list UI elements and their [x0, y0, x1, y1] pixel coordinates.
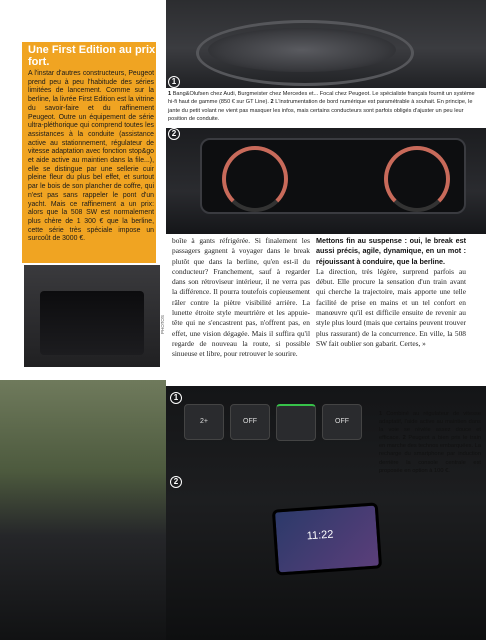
console-button-1: 2+: [184, 404, 224, 440]
caption-right: [379, 410, 481, 475]
caption-right-text2: Peugeot a bien pris le train en marche des technos embarquées. La recharge du smartphone par induction derrière la console centrale est proposée en option à 100 €.: [379, 435, 481, 474]
caption-top: [168, 90, 480, 123]
photo-number-1b: 1: [170, 392, 182, 404]
speaker-photo: [166, 0, 486, 88]
smartphone-charging: [272, 502, 382, 575]
photo-number-2b: 2: [170, 476, 182, 488]
console-button-4: OFF: [322, 404, 362, 440]
gear-lever-photo: [0, 380, 166, 640]
speed-gauge: [222, 146, 288, 212]
photo-number-2: 2: [168, 128, 180, 140]
article-subheading: Mettons fin au suspense : oui, le break est aussi précis, agile, dynamique, en un mot : réjouissant à conduire, que la berline.: [316, 236, 466, 266]
dashboard-photo: [166, 128, 486, 234]
phone-clock: 11:22: [306, 528, 334, 543]
sidebar-box-title: Une First Edition au prix fort.: [28, 44, 156, 68]
caption-right-num2: 2: [402, 435, 406, 442]
sidebar-box-body: A l'instar d'autres constructeurs, Peugeot prend peu à peu l'habitude des séries limitées de lancement. Comme sur la berline, la livrée First Edition est la vitrine du savoir-faire et du raffinement Peugeot. Outre un équipement de série ultra-pléthorique qui comprend toutes les assistances à la conduite (assistance active au stationnement, régulateur de vitesse adaptation avec fonction stop&go et aide active au maintien dans la file...), elle se distingue par une sellerie cuir pleine fleur du plus bel effet, et surtout par le bois de son plancher de coffre, qui n'est pas sans rappeler le pont d'un yacht. Mais ce raffinement a un prix: alors que la 508 SW est normalement plus chère de 1 300 € que la berline, cette série très spéciale impose un surcoût de 3000 €.: [28, 70, 154, 243]
boot-floor: [40, 291, 144, 355]
caption-top-num2: 2: [270, 99, 274, 106]
photo-number-1: 1: [168, 76, 180, 88]
boot-photo: [24, 265, 160, 367]
caption-top-text2: L'instrumentation de bord numérique est paramétrable à souhait. En principe, le jante du petit volant ne vient pas masquer les infos, mais certains conducteurs sont parfois obligés d'ajuster un peu leur position de conduite.: [168, 99, 473, 122]
photo-credit: PHOTOS: [160, 315, 165, 334]
speaker-grille: [208, 28, 396, 72]
console-button-row: [184, 404, 362, 441]
digital-cluster: [200, 138, 466, 214]
caption-right-num1: 1: [379, 411, 383, 417]
caption-top-num1: 1: [168, 91, 172, 97]
rpm-gauge: [384, 146, 450, 212]
caption-right-text1: Combiné au régulateur de vitesse adaptatif, l'aide active au maintien dans la voie se révèle assez douce et efficace.: [379, 411, 481, 442]
article-column-2: [316, 236, 466, 349]
article-column-1: boîte à gants réfrigérée. Si finalement les passagers gagnent à voyager dans le break plutôt que dans la berline, qu'en est-il du conducteur? Franchement, sauf à regarder dans son rétroviseur intérieur, il ne verra pas la différence. Il pourra toutefois copieusement râler contre la piètre visibilité arrière. La lunette étroite style meurtrière et les appuie-tête qui ne s'encastrent pas, n'offrent pas, en effet, une vision dégagée. Mais il suffira qu'il regarde de nouveau la route, si possible sinueuse et libre, pour retrouver le sourire.: [172, 236, 310, 359]
console-button-3: [276, 404, 316, 441]
caption-top-text1: Bang&Olufsen chez Audi, Burgmeister chez Mercedes et... Focal chez Peugeot. Le spécialiste français fournit un système hi-fi haut de gamme (850 € sur GT Line).: [168, 91, 475, 106]
article-column-2-text: La direction, très légère, surprend parfois au début. Elle procure la sensation d'un train avant qui cherche la trajectoire, mais apporte une telle facilité de prise en mains et un tel confort en manœuvre qu'il est difficile ensuite de revenir au style plus lourd (mais que certains peuvent trouver plus rassurant) de la concurrence. En ville, la 508 SW fait oublier son gabarit. Certes, »: [316, 266, 466, 348]
console-button-2: OFF: [230, 404, 270, 440]
